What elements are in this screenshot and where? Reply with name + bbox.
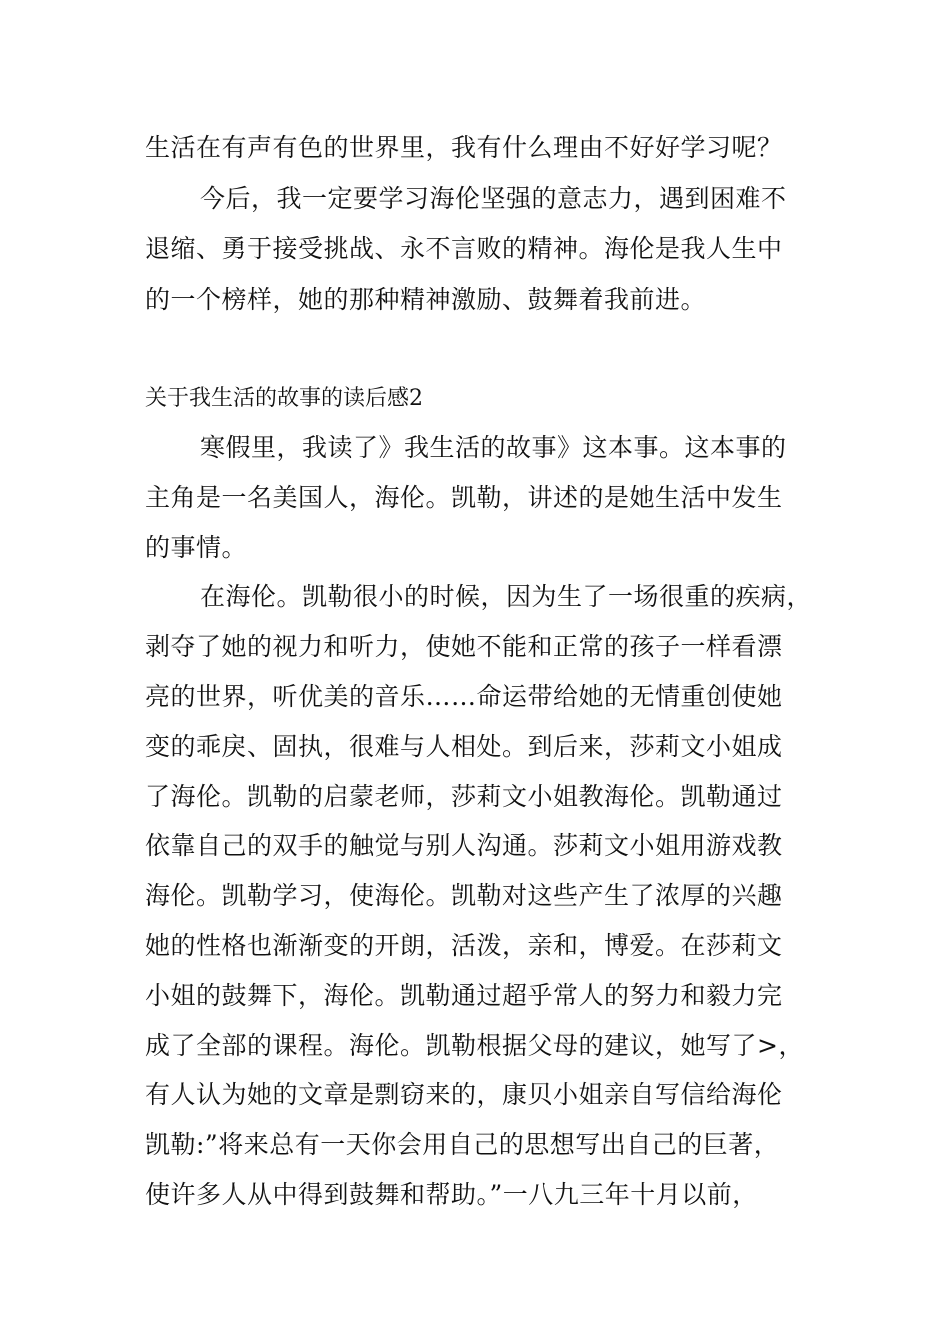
text-line: 依靠自己的双手的触觉与别人沟通。莎莉文小姐用游戏教 bbox=[145, 831, 783, 860]
text-line: 的事情。 bbox=[145, 533, 248, 562]
text-line: 她的性格也渐渐变的开朗，活泼，亲和，博爱。在莎莉文 bbox=[145, 931, 783, 960]
text-line: 使许多人从中得到鼓舞和帮助。”一八九三年十月以前， bbox=[145, 1180, 758, 1209]
text-line: 退缩、勇于接受挑战、永不言败的精神。海伦是我人生中 bbox=[145, 234, 783, 263]
text-line: 海伦。凯勒学习，使海伦。凯勒对这些产生了浓厚的兴趣 bbox=[145, 881, 783, 910]
text-line: 主角是一名美国人，海伦。凯勒，讲述的是她生活中发生 bbox=[145, 483, 783, 512]
text-line: 小姐的鼓舞下，海伦。凯勒通过超乎常人的努力和毅力完 bbox=[145, 981, 783, 1010]
text-line: 亮的世界，听优美的音乐……命运带给她的无情重创使她 bbox=[145, 682, 783, 711]
paragraph-first-line: 在海伦。凯勒很小的时候，因为生了一场很重的疾病， bbox=[200, 582, 813, 611]
text-line: 凯勒:”将来总有一天你会用自己的思想写出自己的巨著， bbox=[145, 1130, 780, 1159]
paragraph-first-line: 寒假里，我读了》我生活的故事》这本事。这本事的 bbox=[200, 433, 787, 462]
text-line: 成了全部的课程。海伦。凯勒根据父母的建议，她写了>， bbox=[145, 1031, 804, 1060]
text-line: 了海伦。凯勒的启蒙老师，莎莉文小姐教海伦。凯勒通过 bbox=[145, 782, 783, 811]
text-line: 剥夺了她的视力和听力，使她不能和正常的孩子一样看漂 bbox=[145, 632, 783, 661]
section-heading: 关于我生活的故事的读后感2 bbox=[145, 386, 423, 411]
text-line: 生活在有声有色的世界里，我有什么理由不好好学习呢？ bbox=[145, 133, 783, 162]
text-line: 的一个榜样，她的那种精神激励、鼓舞着我前进。 bbox=[145, 285, 707, 314]
text-line: 有人认为她的文章是剽窃来的，康贝小姐亲自写信给海伦 bbox=[145, 1080, 783, 1109]
text-line: 变的乖戾、固执，很难与人相处。到后来，莎莉文小姐成 bbox=[145, 732, 783, 761]
paragraph-first-line: 今后，我一定要学习海伦坚强的意志力，遇到困难不 bbox=[200, 184, 787, 213]
